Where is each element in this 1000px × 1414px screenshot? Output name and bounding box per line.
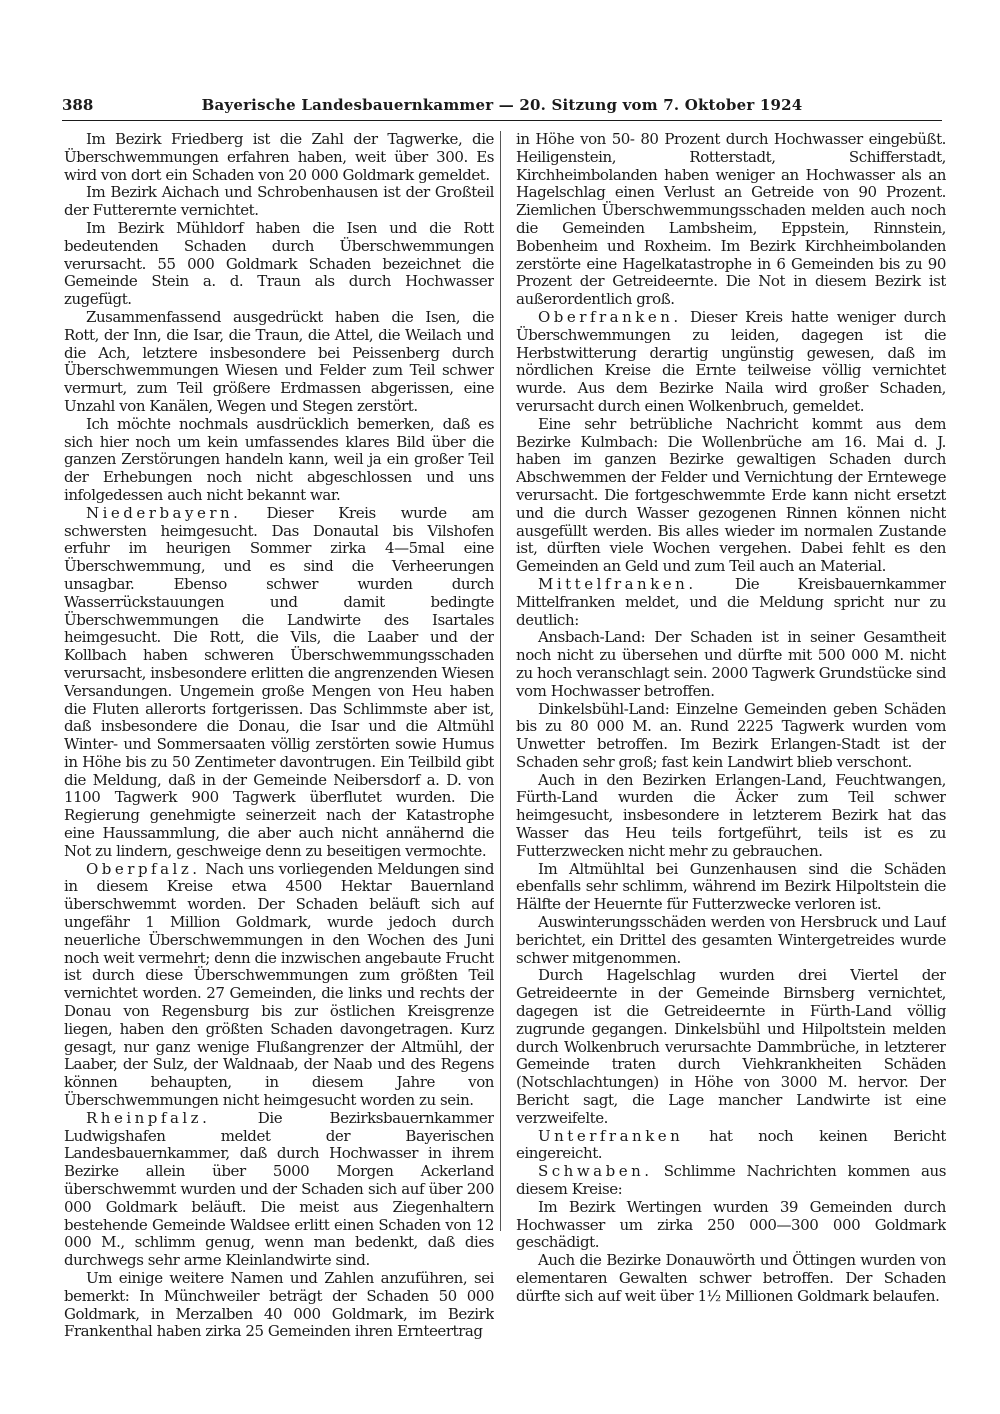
paragraph xyxy=(516,416,946,576)
paragraph xyxy=(64,1110,494,1270)
paragraph xyxy=(516,131,946,309)
paragraph xyxy=(64,1270,494,1341)
column-divider xyxy=(500,131,501,1231)
paragraph-text: Die Kreisbauernkammer Mittelfranken meldet, und die Meldung spricht nur zu deutlich: xyxy=(516,574,946,629)
paragraph-text: Schlimme Nachrichten kommen aus diesem Kreise: xyxy=(516,1162,946,1199)
paragraph xyxy=(516,309,946,416)
paragraph-text: Zusammenfassend ausgedrückt haben die Isen, die Rott, der Inn, die Isar, die Traun, die Attel, die Weilach und die Ach, letztere insbesondere bei Peissenberg durch Überschwemmungen Wiesen und Felder zum Teil schwer vermurt, zum Teil größere Erdmassen abgerissen, eine Unzahl von Kanälen, Wegen und Stegen zerstört. xyxy=(64,307,494,415)
paragraph xyxy=(516,861,946,914)
paragraph xyxy=(516,914,946,967)
paragraph xyxy=(516,967,946,1127)
paragraph-text: Um einige weitere Namen und Zahlen anzuführen, sei bemerkt: In Münchweiler beträgt der Schaden 50 000 Goldmark, in Merzalben 40 000 Goldmark, im Bezirk Frankenthal haben zirka 25 Gemeinden ihren Ernteertrag xyxy=(64,1269,494,1341)
paragraph-text: Dieser Kreis hatte weniger durch Überschwemmungen zu leiden, dagegen ist die Herbstwitterung derartig ungünstig gewesen, daß im nördlichen Kreise die Ernte teilweise völlig vernichtet wurde. Aus dem Bezirke Naila wird großer Schaden, verursacht durch einen Wolkenbruch, gemeldet. xyxy=(516,307,946,415)
paragraph-text: hat noch keinen Bericht eingereicht. xyxy=(516,1126,946,1163)
paragraph-text: Im Altmühltal bei Gunzenhausen sind die Schäden ebenfalls sehr schlimm, während im Bezirk Hilpoltstein die Hälfte der Heuernte für Futterzwecke verloren ist. xyxy=(516,859,946,914)
paragraph xyxy=(516,576,946,629)
paragraph-text: Im Bezirk Wertingen wurden 39 Gemeinden durch Hochwasser um zirka 250 000—300 000 Goldmark geschädigt. xyxy=(516,1197,946,1252)
paragraph xyxy=(516,1163,946,1199)
section-label: Rheinpfalz. xyxy=(86,1108,211,1127)
paragraph-text: Ansbach-Land: Der Schaden ist in seiner Gesamtheit noch nicht zu übersehen und dürfte mit 500 000 M. nicht zu hoch veranschlagt sein. 2000 Tagwerk Grundstücke sind vom Hochwasser betroffen. xyxy=(516,628,946,700)
section-label: Niederbayern. xyxy=(86,503,242,522)
section-label: Unterfranken xyxy=(538,1126,684,1145)
page-header xyxy=(62,94,942,121)
paragraph xyxy=(516,1128,946,1164)
paragraph-text: Im Bezirk Friedberg ist die Zahl der Tagwerke, die Überschwemmungen erfahren haben, weit über 300. Es wird von dort ein Schaden von 20 000 Goldmark gemeldet. xyxy=(64,131,494,184)
paragraph xyxy=(516,701,946,772)
paragraph xyxy=(64,184,494,220)
page-number: 388 xyxy=(62,96,94,114)
paragraph xyxy=(64,131,494,184)
paragraph xyxy=(64,220,494,309)
left-column xyxy=(64,131,494,1346)
paragraph-text: Auch in den Bezirken Erlangen-Land, Feuchtwangen, Fürth-Land wurden die Äcker zum Teil schwer heimgesucht, insbesondere in letzterem Bezirk hat das Wasser das Heu teils fortgeführt, teils ist es zu Futterzwecken nicht mehr zu gebrauchen. xyxy=(516,770,946,860)
paragraph xyxy=(64,309,494,416)
section-label: Oberpfalz. xyxy=(86,859,201,878)
paragraph xyxy=(64,416,494,505)
paragraph xyxy=(516,1199,946,1252)
paragraph-text: Auswinterungsschäden werden von Hersbruck und Lauf berichtet, ein Drittel des gesamten Wintergetreides wurde schwer mitgenommen. xyxy=(516,913,946,967)
paragraph-text: Ich möchte nochmals ausdrücklich bemerken, daß es sich hier noch um kein umfassendes klares Bild über die ganzen Zerstörungen handeln kann, weil ja ein großer Teil der Erhebungen noch nicht abgeschlossen und uns infolgedessen auch nicht bekannt war. xyxy=(64,414,494,504)
section-label: Oberfranken. xyxy=(538,307,682,326)
paragraph xyxy=(516,629,946,700)
paragraph-text: Auch die Bezirke Donauwörth und Öttingen wurden von elementaren Gewalten schwer betroffen. Der Schaden dürfte sich auf weit über 1½ Millionen Goldmark belaufen. xyxy=(516,1251,946,1305)
paragraph-text: Dieser Kreis wurde am schwersten heimgesucht. Das Donautal bis Vilshofen erfuhr im heurigen Sommer zirka 4—5mal eine Überschwemmung, und es sind die Verheerungen unsagbar. Ebenso schwer wurden durch Wasserrückstauungen und damit bedingte Überschwemmungen die Landwirte des Isartales heimgesucht. Die Rott, die Vils, die Laaber und der Kollbach haben schweren Überschwemmungsschaden verursacht, insbesondere erlitten die angrenzenden Wiesen Versandungen. Ungemein große Mengen von Heu haben die Fluten allerorts fortgerissen. Das Schlimmste aber ist, daß insbesondere die Donau, die Isar und die Altmühl Winter- und Sommersaaten völlig zerstörten sowie Humus in Höhe bis zu 50 Zentimeter davontrugen. Ein Teilbild gibt die Meldung, daß in der Gemeinde Neibersdorf a. D. von 1100 Tagwerk 900 Tagwerk überflutet wurden. Die Regierung genehmigte seinerzeit nach der Katastrophe eine Haussammlung, die aber auch nicht annähernd die Not zu lindern, geschweige denn zu beseitigen vermochte. xyxy=(64,503,494,860)
paragraph-text: Eine sehr betrübliche Nachricht kommt aus dem Bezirke Kulmbach: Die Wollenbrüche am 16. Mai d. J. haben im ganzen Bezirke gewaltigen Schaden durch Abschwemmen der Felder und Vernichtung der Erntewege verursacht. Die fortgeschwemmte Erde kann nicht ersetzt und die durch Wasser gezogenen Rinnen können nicht ausgefüllt werden. Bis alles wieder im normalen Zustande ist, dürften viele Wochen vergehen. Dabei fehlt es den Gemeinden an Geld und zum Teil auch an Material. xyxy=(516,414,946,576)
paragraph-text: Nach uns vorliegenden Meldungen sind in diesem Kreise etwa 4500 Hektar Bauernland überschwemmt worden. Der Schaden beläuft sich auf ungefähr 1 Million Goldmark, wurde jedoch durch neuerliche Überschwemmungen in den Wochen des Juni noch weit vermehrt; denn die inzwischen angebaute Frucht ist durch diese Überschwemmungen zum größten Teil vernichtet worden. 27 Gemeinden, die links und rechts der Donau von Regensburg bis zur östlichen Kreisgrenze liegen, haben den größten Schaden davongetragen. Kurz gesagt, nur ganz wenige Flußangrenzer der Altmühl, der Laaber, der Sulz, der Waldnaab, der Naab und des Regens können behaupten, in diesem Jahre von Überschwemmungen nicht heimgesucht worden zu sein. xyxy=(64,859,494,1110)
section-label: Mittelfranken. xyxy=(538,574,697,593)
paragraph xyxy=(64,505,494,861)
paragraph-text: Dinkelsbühl-Land: Einzelne Gemeinden geben Schäden bis zu 80 000 M. an. Rund 2225 Tagwerk wurden vom Unwetter betroffen. Im Bezirk Erlangen-Stadt ist der Schaden sehr groß; fast kein Landwirt blieb verschont. xyxy=(516,699,946,771)
running-title: Bayerische Landesbauernkammer — 20. Sitzung vom 7. Oktober 1924 xyxy=(201,96,803,114)
section-label: Schwaben. xyxy=(538,1162,653,1181)
paragraph-text: Die Bezirksbauernkammer Ludwigshafen meldet der Bayerischen Landesbauernkammer, daß durch Hochwasser in ihrem Bezirke allein über 5000 Morgen Ackerland überschwemmt wurden und der Schaden sich auf über 200 000 Goldmark beläuft. Die meist aus Ziegenhaltern bestehende Gemeinde Waldsee erlitt einen Schaden von 12 000 M., schlimm genug, wenn man bedenkt, daß dies durchwegs sehr arme Kleinlandwirte sind. xyxy=(64,1108,494,1270)
paragraph-text: Im Bezirk Mühldorf haben die Isen und die Rott bedeutenden Schaden durch Überschwemmungen verursacht. 55 000 Goldmark Schaden bezeichnet die Gemeinde Stein a. d. Traun als durch Hochwasser zugefügt. xyxy=(64,218,494,309)
paragraph-text: Im Bezirk Aichach und Schrobenhausen ist der Großteil der Futterernte vernichtet. xyxy=(64,183,494,220)
paragraph-text: in Höhe von 50- 80 Prozent durch Hochwasser eingebüßt. Heiligenstein, Rotterstadt, Schifferstadt, Kirchheimbolanden haben weniger an Hochwasser als an Hagelschlag einen Verlust an Getreide von 90 Prozent. Ziemlichen Überschwemmungsschaden melden auch noch die Gemeinden Lambsheim, Eppstein, Rinnstein, Bobenheim und Roxheim. Im Bezirk Kirchheimbolanden zerstörte eine Hagelkatastrophe in 6 Gemeinden bis zu 90 Prozent der Getreideernte. Die Not in diesem Bezirk ist außerordentlich groß. xyxy=(516,131,946,309)
paragraph xyxy=(64,861,494,1110)
paragraph-text: Durch Hagelschlag wurden drei Viertel der Getreideernte in der Gemeinde Birnsberg vernichtet, dagegen ist die Getreideernte in Fürth-Land völlig zugrunde gegangen. Dinkelsbühl und Hilpoltstein melden durch Wolkenbruch verursachte Dammbrüche, in letzterer Gemeinde traten durch Viehkrankheiten Schäden (Notschlachtungen) in Höhe von 3000 M. hervor. Der Bericht sagt, die Lage mancher Landwirte ist eine verzweifelte. xyxy=(516,966,946,1127)
right-column xyxy=(516,131,946,1346)
paragraph xyxy=(516,1252,946,1305)
paragraph xyxy=(516,772,946,861)
